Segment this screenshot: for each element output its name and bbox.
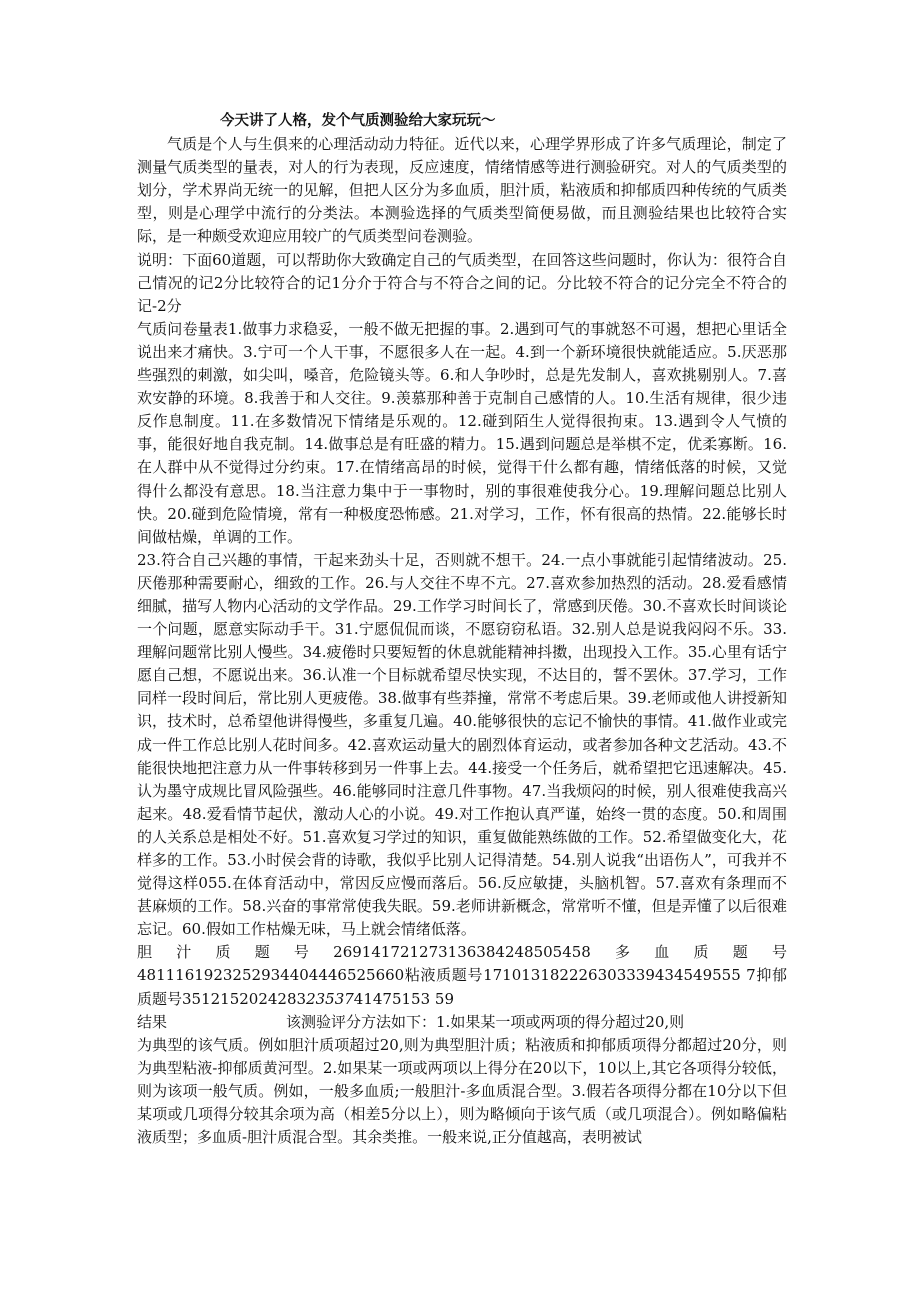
instructions-paragraph: 说明：下面60道题，可以帮助你大致确定自己的气质类型，在回答这些问题时，你认为：很符合自己情况的记2分比较符合的记1分介于符合与不符合之间的记。分比较不符合的记分完全不符合的记-2分	[137, 250, 787, 315]
result-line	[137, 1011, 787, 1034]
document-page	[137, 110, 787, 1149]
answer-keys-tail: 41475153 59	[353, 989, 454, 1008]
scoring-paragraph: 为典型的该气质。例如胆汁质项超过20,则为典型胆汁质；粘液质和抑郁质项得分都超过20分，则为典型粘液-抑郁质黄河型。2.如果某一项或两项以上得分在20以下，10以上,其它各项得分较低，则为该项一般气质。例如，一般多血质;一般胆汁-多血质混合型。3.假若各项得分都在10分以下但某项或几项得分较其余项为高（相差5分以上），则为略倾向于该气质（或几项混合）。例如略偏粘液质型；多血质-胆汁质混合型。其余类推。一般来说,正分值越高，表明被试	[137, 1035, 787, 1147]
post-title: 今天讲了人格，发个气质测验给大家玩玩～	[220, 113, 496, 129]
answer-keys-main: 胆汁质题号269141721273136384248505458多血质题号4811161923252934404446525660粘液质题号171013182226303339434549555 7抑郁质题号3512152024283	[137, 943, 787, 1008]
scoring-first-line: 该测验评分方法如下：1.如果某一项或两项的得分超过20,则	[286, 1012, 685, 1031]
intro-paragraph: 气质是个人与生俱来的心理活动动力特征。近代以来，心理学界形成了许多气质理论，制定了测量气质类型的量表，对人的行为表现，反应速度，情绪情感等进行测验研究。对人的气质类型的划分，学术界尚无统一的见解，但把人区分为多血质，胆汁质，粘液质和抑郁质四种传统的气质类型，则是心理学中流行的分类法。本测验选择的气质类型简便易做，而且测验结果也比较符合实际，是一种颇受欢迎应用较广的气质类型问卷测验。	[137, 135, 787, 246]
questionnaire-part-1: 气质问卷量表1.做事力求稳妥，一般不做无把握的事。2.遇到可气的事就怒不可遏，想把心里话全说出来才痛快。3.宁可一个人干事，不愿很多人在一起。4.到一个新环境很快就能适应。5.厌恶那些强烈的刺激，如尖叫，嗓音，危险镜头等。6.和人争吵时，总是先发制人，喜欢挑剔别人。7.喜欢安静的环境。8.我善于和人交往。9.羡慕那种善于克制自己感情的人。10.生活有规律，很少违反作息制度。11.在多数情况下情绪是乐观的。12.碰到陌生人觉得很拘束。13.遇到令人气愤的事，能很好地自我克制。14.做事总是有旺盛的精力。15.遇到问题总是举棋不定，优柔寡断。16.在人群中从不觉得过分约束。17.在情绪高昂的时候，觉得干什么都有趣，情绪低落的时候，又觉得什么都没有意思。18.当注意力集中于一事物时，别的事很难使我分心。19.理解问题总比别人快。20.碰到危险情境，常有一种极度恐怖感。21.对学习，工作，怀有很高的热情。22.能够长时间做枯燥，单调的工作。	[137, 319, 787, 546]
result-label: 结果	[137, 1012, 168, 1031]
answer-keys	[137, 941, 787, 1010]
questionnaire-part-2: 23.符合自己兴趣的事情，干起来劲头十足，否则就不想干。24.一点小事就能引起情绪波动。25.厌倦那种需要耐心，细致的工作。26.与人交往不卑不亢。27.喜欢参加热烈的活动。28.爱看感情细腻，描写人物内心活动的文学作品。29.工作学习时间长了，常感到厌倦。30.不喜欢长时间谈论一个问题，愿意实际动手干。31.宁愿侃侃而谈，不愿窃窃私语。32.别人总是说我闷闷不乐。33.理解问题常比别人慢些。34.疲倦时只要短暂的休息就能精神抖擞，出现投入工作。35.心里有话宁愿自己想，不愿说出来。36.认准一个目标就希望尽快实现，不达目的，誓不罢休。37.学习，工作同样一段时间后，常比别人更疲倦。38.做事有些莽撞，常常不考虑后果。39.老师或他人讲授新知识，技术时，总希望他讲得慢些，多重复几遍。40.能够很快的忘记不愉快的事情。41.做作业或完成一件工作总比别人花时间多。42.喜欢运动量大的剧烈体育运动，或者参加各种文艺活动。43.不能很快地把注意力从一件事转移到另一件事上去。44.接受一个任务后，就希望把它迅速解决。45.认为墨守成规比冒风险强些。46.能够同时注意几件事物。47.当我烦闷的时候，别人很难使我高兴起来。48.爱看情节起伏，激动人心的小说。49.对工作抱认真严谨，始终一贯的态度。50.和周围的人关系总是相处不好。51.喜欢复习学过的知识，重复做能熟练做的工作。52.希望做变化大，花样多的工作。53.小时侯会背的诗歌，我似乎比别人记得清楚。54.别人说我“出语伤人”，可我并不觉得这样055.在体育活动中，常因反应慢而落后。56.反应敏捷，头脑机智。57.喜欢有条理而不甚麻烦的工作。58.兴奋的事常常使我失眠。59.老师讲新概念，常常听不懂，但是弄懂了以后很难忘记。60.假如工作枯燥无味，马上就会情绪低落。	[137, 550, 787, 939]
answer-keys-italic: 23537	[306, 989, 354, 1008]
